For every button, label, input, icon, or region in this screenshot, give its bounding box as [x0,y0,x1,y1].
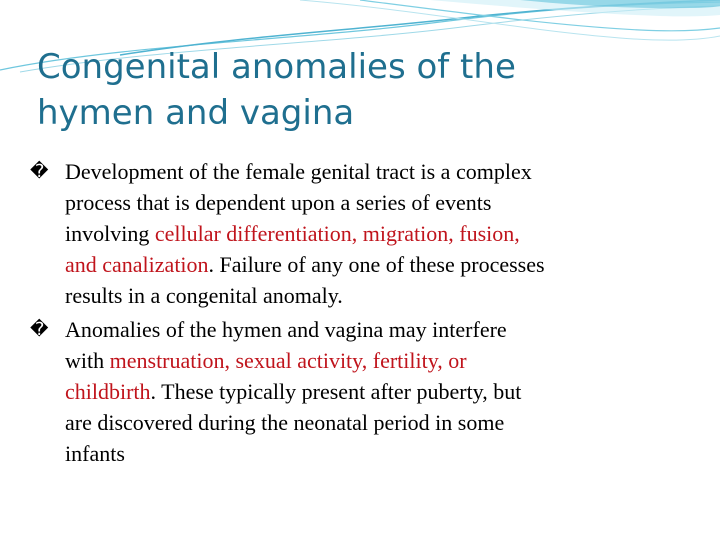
highlighted-text: childbirth [65,379,151,404]
text-run: results in a congenital anomaly. [65,283,343,308]
text-line [65,156,710,187]
text-run: Anomalies of the hymen and vagina may interfere [65,317,507,342]
text-run: . Failure of any one of these processes [208,252,545,277]
slide-title-line: hymen and vagina [37,93,355,133]
bullet-paragraph [30,314,710,469]
slide-title-line: Congenital anomalies of the [37,47,516,87]
bullet-icon: � [30,161,49,182]
slide-body [30,156,710,472]
text-line [65,249,710,280]
bullet-icon: � [30,319,49,340]
bullet-paragraph [30,156,710,311]
text-line [65,218,710,249]
text-line [65,314,710,345]
text-line [65,376,710,407]
text-run: Development of the female genital tract is a complex [65,159,532,184]
text-run: process that is dependent upon a series of events [65,190,492,215]
highlighted-text: menstruation, sexual activity, fertility, or [109,348,467,373]
text-run: infants [65,441,125,466]
text-run: are discovered during the neonatal period in some [65,410,505,435]
text-run: . These typically present after puberty, but [150,379,522,404]
text-line [65,280,710,311]
slide-title [37,44,677,136]
text-line [65,438,710,469]
highlighted-text: cellular differentiation, migration, fusion, [154,221,520,246]
text-line [65,407,710,438]
text-run: involving [65,221,155,246]
text-run: with [65,348,110,373]
text-line [65,345,710,376]
highlighted-text: and canalization [65,252,209,277]
text-line [65,187,710,218]
